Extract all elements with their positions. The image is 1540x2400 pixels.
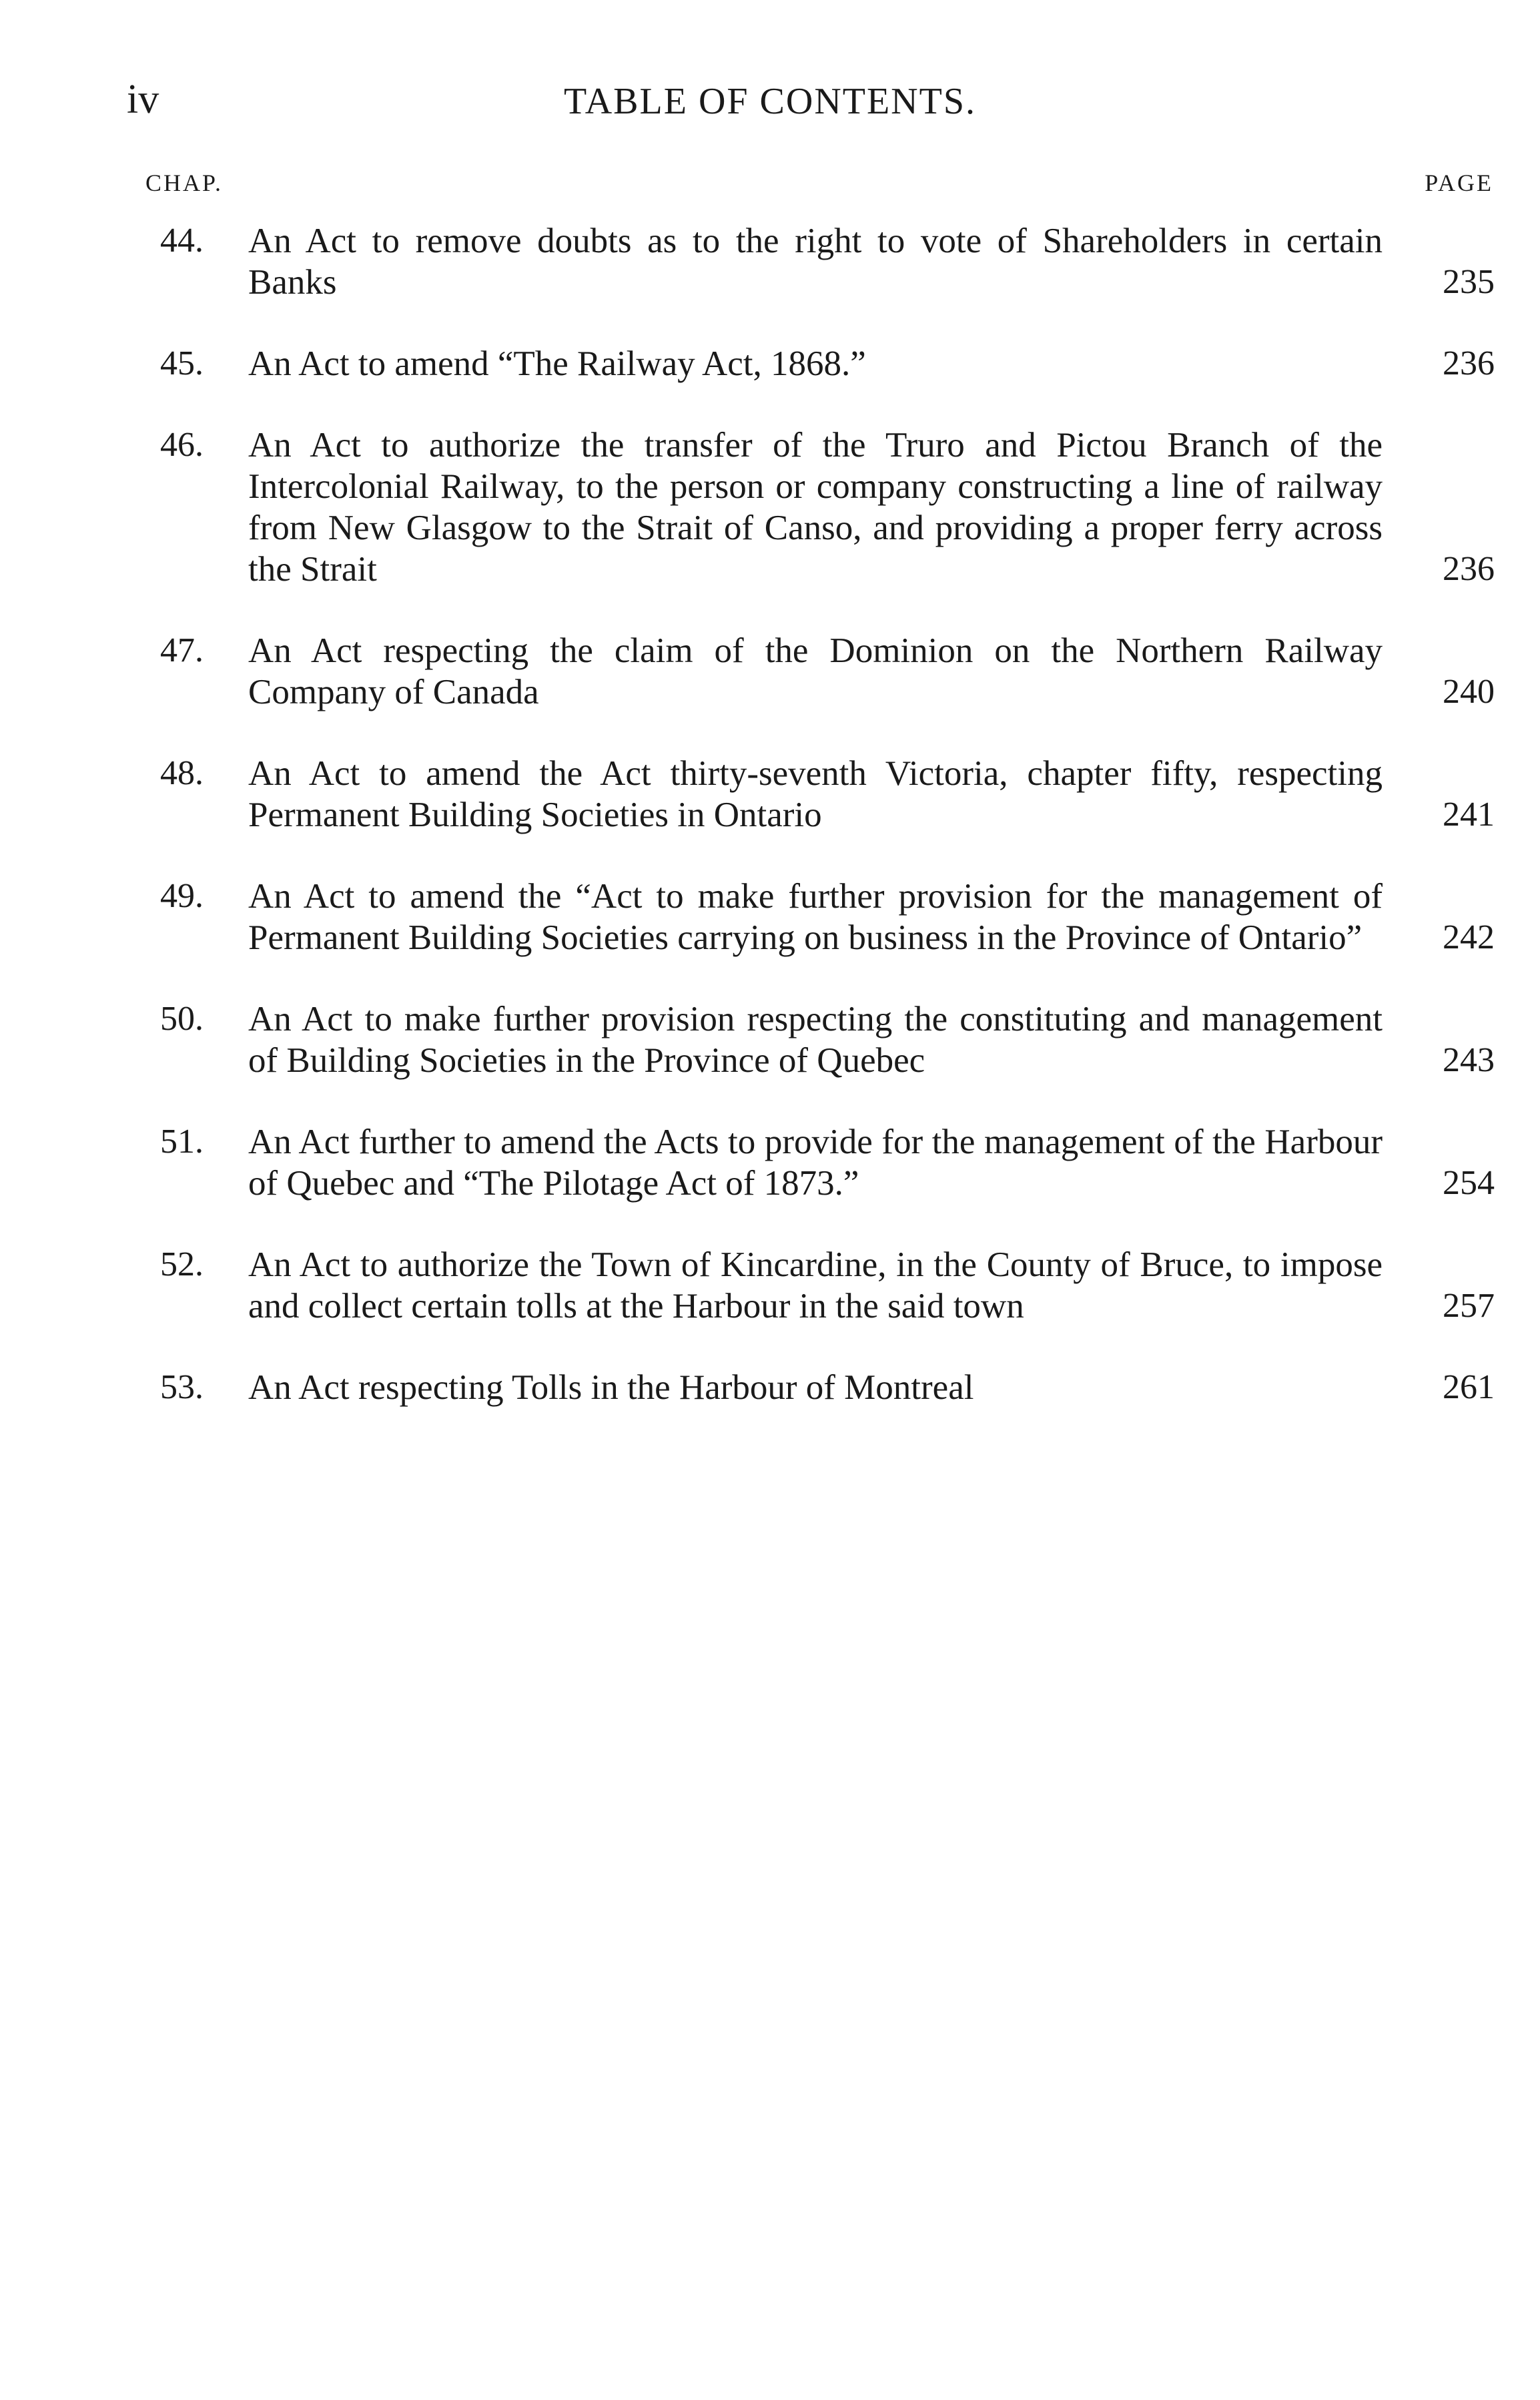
- chapter-column-header: CHAP.: [145, 170, 224, 196]
- contents-entry-48: [160, 753, 1495, 836]
- contents-entry-51: [160, 1121, 1495, 1204]
- chapter-number: 49.: [160, 877, 204, 915]
- chapter-number: 44.: [160, 222, 204, 260]
- chapter-number: 47.: [160, 631, 204, 669]
- entry-title: An Act respecting Tolls in the Harbour of Montreal: [248, 1368, 980, 1407]
- contents-entry-45: [160, 343, 1495, 384]
- entry-page-number: 243: [1443, 1041, 1495, 1079]
- contents-entry-44: [160, 220, 1495, 303]
- page-column-header: PAGE: [1425, 170, 1493, 196]
- entry-page-number: 236: [1443, 550, 1495, 588]
- entry-page-number: 240: [1443, 673, 1495, 711]
- contents-entry-47: [160, 630, 1495, 713]
- chapter-number: 45.: [160, 344, 204, 382]
- chapter-number: 50.: [160, 1000, 204, 1038]
- entry-title: An Act to amend the “Act to make further provision for the management of Permanent Building Societies carrying on business in the Province of Ontario”: [248, 877, 1383, 957]
- entry-title: An Act to authorize the Town of Kincardine, in the County of Bruce, to impose and collect certain tolls at the Harbour in the said town: [248, 1245, 1383, 1325]
- entry-title: An Act respecting the claim of the Dominion on the Northern Railway Company of Canada: [248, 631, 1383, 711]
- entry-title: An Act further to amend the Acts to provide for the management of the Harbour of Quebec and “The Pilotage Act of 1873.”: [248, 1123, 1383, 1203]
- contents-entry-49: [160, 876, 1495, 958]
- chapter-number: 46.: [160, 426, 204, 464]
- entry-title: An Act to make further provision respecting the constituting and management of Building Societies in the Province of Quebec: [248, 1000, 1383, 1080]
- entry-page-number: 257: [1443, 1287, 1495, 1325]
- page-title: TABLE OF CONTENTS.: [564, 81, 976, 122]
- entry-page-number: 241: [1443, 796, 1495, 834]
- contents-entry-50: [160, 998, 1495, 1081]
- entry-page-number: 235: [1443, 263, 1495, 301]
- entry-title: An Act to authorize the transfer of the Truro and Pictou Branch of the Intercolonial Railway, to the person or company constructing a line of railway from New Glasgow to the Strait of Canso, and providing a proper ferry across the Strait: [248, 426, 1383, 589]
- chapter-number: 48.: [160, 754, 204, 792]
- chapter-number: 52.: [160, 1245, 204, 1283]
- entry-title: An Act to remove doubts as to the right to vote of Shareholders in certain Banks: [248, 222, 1383, 302]
- entry-title: An Act to amend “The Railway Act, 1868.”: [248, 344, 873, 383]
- contents-entry-46: [160, 424, 1495, 590]
- entry-page-number: 261: [1443, 1368, 1495, 1406]
- chapter-number: 51.: [160, 1123, 204, 1161]
- contents-entry-52: [160, 1244, 1495, 1327]
- entry-title: An Act to amend the Act thirty-seventh Victoria, chapter fifty, respecting Permanent Building Societies in Ontario: [248, 754, 1383, 834]
- contents-list: [160, 220, 1495, 1408]
- contents-entry-53: [160, 1367, 1495, 1408]
- entry-page-number: 242: [1443, 918, 1495, 956]
- page-number: iv: [127, 77, 159, 122]
- entry-page-number: 236: [1443, 344, 1495, 382]
- entry-page-number: 254: [1443, 1164, 1495, 1202]
- chapter-number: 53.: [160, 1368, 204, 1406]
